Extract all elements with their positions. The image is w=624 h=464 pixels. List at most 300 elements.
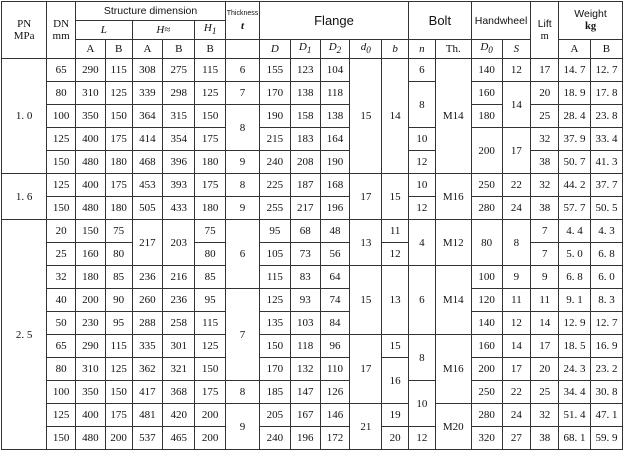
t-label: t [240,19,245,32]
cell-lift: 25 [531,105,559,128]
cell-S: 9 [502,266,531,289]
header-D: D [259,40,290,59]
header-weight [559,2,623,40]
cell-t: 8 [226,174,260,197]
cell-D2: 126 [320,381,350,404]
cell-D0: 100 [471,266,502,289]
pn-unit: MPa [13,30,35,42]
cell-hb: 393 [163,174,195,197]
cell-wb: 4. 3 [590,220,622,243]
cell-la: 480 [76,151,106,174]
cell-S: 22 [502,381,531,404]
cell-D: 240 [259,151,290,174]
cell-wb: 33. 4 [590,128,622,151]
cell-b: 12 [382,243,409,266]
header-h1 [195,21,226,40]
cell-n: 4 [409,220,436,266]
header-ha: A [132,40,163,59]
header-bolt: Bolt [409,2,472,40]
cell-lift: 38 [531,151,559,174]
cell-n: 6 [409,59,436,82]
header-n: n [409,40,436,59]
cell-D1: 83 [290,266,320,289]
cell-b: 13 [382,266,409,335]
cell-lift: 20 [531,82,559,105]
cell-wa: 18. 9 [559,82,591,105]
cell-D1: 138 [290,82,320,105]
cell-D: 105 [259,243,290,266]
cell-b: 20 [382,427,409,450]
cell-lift: 7 [531,243,559,266]
table-row [2,404,623,427]
table-row [2,381,623,404]
cell-h1: 150 [195,358,226,381]
cell-dn: 65 [47,335,76,358]
cell-D: 95 [259,220,290,243]
cell-wa: 4. 4 [559,220,591,243]
cell-dn: 65 [47,59,76,82]
cell-S: 22 [502,174,531,197]
cell-th: M14 [435,266,471,335]
cell-la: 160 [76,243,106,266]
cell-th: M12 [435,220,471,266]
cell-D: 205 [259,404,290,427]
header-lift [531,2,559,59]
cell-S: 12 [502,312,531,335]
cell-hb: 354 [163,128,195,151]
cell-D1: 217 [290,197,320,220]
cell-dn: 80 [47,358,76,381]
cell-S: 8 [502,220,531,266]
cell-la: 350 [76,381,106,404]
cell-h1: 200 [195,404,226,427]
table-row [2,82,623,105]
cell-D1: 196 [290,427,320,450]
cell-n: 10 [409,174,436,197]
cell-h1: 115 [195,59,226,82]
cell-S: 17 [502,358,531,381]
cell-ha: 364 [132,105,163,128]
cell-hb: 396 [163,151,195,174]
cell-la: 150 [76,220,106,243]
cell-D2: 190 [320,151,350,174]
cell-S: 24 [502,404,531,427]
cell-t: 9 [226,197,260,220]
header-th: Th. [435,40,471,59]
table-row [2,59,623,82]
cell-h1: 115 [195,312,226,335]
h1-label: H [203,22,212,35]
cell-lb: 95 [105,312,132,335]
cell-ha: 260 [132,289,163,312]
cell-ha: 414 [132,128,163,151]
cell-D: 150 [259,335,290,358]
cell-b: 11 [382,220,409,243]
d0-label: d [360,41,367,54]
cell-D2: 74 [320,289,350,312]
cell-lift: 9 [531,266,559,289]
cell-D1: 147 [290,381,320,404]
cell-wa: 50. 7 [559,151,591,174]
cell-la: 290 [76,59,106,82]
header-wb: B [590,40,622,59]
header-flange: Flange [259,2,408,40]
header-pn [2,2,47,59]
table-row [2,312,623,335]
cell-la: 400 [76,404,106,427]
cell-D: 225 [259,174,290,197]
cell-S: 14 [502,82,531,128]
cell-D1: 118 [290,335,320,358]
cell-lift: 32 [531,128,559,151]
cell-la: 290 [76,335,106,358]
cell-h1: 175 [195,128,226,151]
cell-ha: 339 [132,82,163,105]
cell-d0: 15 [350,59,382,174]
cell-hb: 368 [163,381,195,404]
header-la: A [76,40,106,59]
cell-D2: 138 [320,105,350,128]
cell-h1: 75 [195,220,226,243]
cell-la: 400 [76,128,106,151]
cell-t: 8 [226,105,260,151]
cell-ha: 481 [132,404,163,427]
cell-hb: 298 [163,82,195,105]
cell-hb: 216 [163,266,195,289]
cell-ha: 335 [132,335,163,358]
cell-wa: 57. 7 [559,197,591,220]
D0-label: D [480,41,489,54]
table-row [2,266,623,289]
cell-wb: 12. 7 [590,312,622,335]
cell-b: 15 [382,174,409,220]
cell-t: 7 [226,82,260,105]
cell-dn: 20 [47,220,76,243]
cell-D0: 280 [471,197,502,220]
cell-h1: 125 [195,82,226,105]
cell-D0: 120 [471,289,502,312]
weight-label: Weight [574,8,607,20]
cell-wa: 44. 2 [559,174,591,197]
cell-h1: 150 [195,105,226,128]
cell-dn: 150 [47,197,76,220]
cell-h1: 180 [195,197,226,220]
cell-D0: 250 [471,174,502,197]
D1-label: D [298,41,307,54]
cell-D2: 64 [320,266,350,289]
cell-lift: 11 [531,289,559,312]
cell-hb: 321 [163,358,195,381]
cell-D1: 123 [290,59,320,82]
thickness-label: Thickness [226,9,259,17]
cell-d0: 15 [350,266,382,335]
dn-unit: mm [52,30,70,42]
cell-ha: 417 [132,381,163,404]
cell-h1: 200 [195,427,226,450]
cell-D1: 187 [290,174,320,197]
cell-wb: 59. 9 [590,427,622,450]
header-b: b [382,40,409,59]
cell-ha: 217 [132,220,163,266]
cell-la: 480 [76,427,106,450]
cell-lb: 125 [105,82,132,105]
cell-wa: 5. 0 [559,243,591,266]
cell-h1: 95 [195,289,226,312]
table-row [2,174,623,197]
header-wa: A [559,40,591,59]
cell-wb: 30. 8 [590,381,622,404]
cell-D: 240 [259,427,290,450]
cell-h1: 180 [195,151,226,174]
cell-b: 15 [382,335,409,358]
cell-t: 7 [226,289,260,381]
cell-lb: 90 [105,289,132,312]
cell-D1: 183 [290,128,320,151]
cell-D2: 118 [320,82,350,105]
cell-wb: 12. 7 [590,59,622,82]
cell-wb: 16. 9 [590,335,622,358]
cell-d0: 13 [350,220,382,266]
header-l: L [76,21,133,40]
cell-dn: 40 [47,289,76,312]
cell-D2: 196 [320,197,350,220]
cell-D0: 80 [471,220,502,266]
cell-D2: 110 [320,358,350,381]
cell-n: 8 [409,335,436,381]
cell-n: 12 [409,427,436,450]
cell-S: 27 [502,427,531,450]
header-S: S [502,40,531,59]
cell-D1: 68 [290,220,320,243]
cell-la: 200 [76,289,106,312]
cell-hb: 301 [163,335,195,358]
cell-ha: 288 [132,312,163,335]
cell-hb: 465 [163,427,195,450]
cell-ha: 236 [132,266,163,289]
cell-n: 6 [409,266,436,335]
cell-wb: 47. 1 [590,404,622,427]
cell-D1: 73 [290,243,320,266]
cell-wb: 6. 0 [590,266,622,289]
cell-D0: 320 [471,427,502,450]
cell-lb: 115 [105,59,132,82]
table-row [2,335,623,358]
cell-h1: 175 [195,381,226,404]
header-h: H≈ [132,21,195,40]
cell-dn: 125 [47,404,76,427]
cell-dn: 125 [47,174,76,197]
weight-unit: kg [584,21,597,32]
cell-lb: 200 [105,427,132,450]
cell-lb: 150 [105,381,132,404]
cell-ha: 468 [132,151,163,174]
cell-S: 24 [502,197,531,220]
cell-b: 16 [382,358,409,404]
cell-wa: 37. 9 [559,128,591,151]
cell-D2: 168 [320,174,350,197]
header-t-blank [226,40,260,59]
cell-ha: 537 [132,427,163,450]
table-row [2,128,623,151]
cell-lift: 7 [531,220,559,243]
cell-b: 19 [382,404,409,427]
cell-n: 10 [409,381,436,427]
cell-wa: 12. 9 [559,312,591,335]
cell-t: 8 [226,381,260,404]
cell-n: 12 [409,151,436,174]
cell-D2: 172 [320,427,350,450]
D1-sub: 1 [306,45,312,56]
cell-wb: 41. 3 [590,151,622,174]
table-row [2,220,623,243]
header-h1b: B [195,40,226,59]
cell-la: 310 [76,358,106,381]
pn-label: PN [17,18,32,30]
cell-ha: 505 [132,197,163,220]
cell-wa: 9. 1 [559,289,591,312]
cell-wb: 50. 5 [590,197,622,220]
header-D0 [471,40,502,59]
cell-hb: 258 [163,312,195,335]
cell-dn: 32 [47,266,76,289]
D2-sub: 2 [336,45,342,56]
cell-dn: 100 [47,381,76,404]
cell-la: 350 [76,105,106,128]
cell-D1: 93 [290,289,320,312]
cell-t: 6 [226,220,260,289]
cell-D: 255 [259,197,290,220]
cell-wb: 6. 8 [590,243,622,266]
cell-t: 9 [226,404,260,450]
header-thickness [226,2,260,40]
table-row [2,289,623,312]
cell-wb: 23. 2 [590,358,622,381]
cell-lift: 32 [531,174,559,197]
cell-t: 9 [226,151,260,174]
cell-lift: 17 [531,59,559,82]
cell-D: 215 [259,128,290,151]
header-D1 [290,40,320,59]
cell-D2: 96 [320,335,350,358]
cell-dn: 150 [47,427,76,450]
header-hb: B [163,40,195,59]
cell-pn: 2. 5 [2,220,47,450]
cell-dn: 50 [47,312,76,335]
cell-lb: 175 [105,404,132,427]
cell-D2: 48 [320,220,350,243]
cell-la: 310 [76,82,106,105]
cell-hb: 275 [163,59,195,82]
table-row [2,197,623,220]
cell-lift: 38 [531,197,559,220]
cell-h1: 85 [195,266,226,289]
header-structure: Structure dimension [76,2,226,21]
header-handwheel: Handwheel [471,2,531,40]
cell-D0: 140 [471,59,502,82]
cell-la: 480 [76,197,106,220]
cell-D0: 200 [471,358,502,381]
cell-hb: 236 [163,289,195,312]
cell-d0: 21 [350,404,382,450]
header-D2 [320,40,350,59]
cell-th: M20 [435,404,471,450]
valve-spec-table [1,1,623,450]
cell-lb: 85 [105,266,132,289]
header-lb: B [105,40,132,59]
cell-b: 14 [382,59,409,174]
cell-la: 230 [76,312,106,335]
cell-D1: 103 [290,312,320,335]
cell-S: 12 [502,59,531,82]
table-row [2,427,623,450]
cell-lift: 17 [531,335,559,358]
cell-dn: 150 [47,151,76,174]
cell-D1: 132 [290,358,320,381]
cell-dn: 25 [47,243,76,266]
lift-unit: m [540,30,549,42]
cell-D1: 208 [290,151,320,174]
cell-D0: 180 [471,105,502,128]
header-dn [47,2,76,59]
cell-dn: 80 [47,82,76,105]
cell-lb: 175 [105,174,132,197]
cell-wa: 6. 8 [559,266,591,289]
cell-D1: 158 [290,105,320,128]
cell-wa: 28. 4 [559,105,591,128]
cell-wa: 14. 7 [559,59,591,82]
cell-hb: 433 [163,197,195,220]
cell-D2: 146 [320,404,350,427]
cell-D0: 140 [471,312,502,335]
cell-pn: 1. 6 [2,174,47,220]
cell-wa: 18. 5 [559,335,591,358]
D0-sub: 0 [488,45,493,56]
cell-D0: 160 [471,82,502,105]
cell-lb: 180 [105,197,132,220]
cell-ha: 453 [132,174,163,197]
cell-S: 14 [502,335,531,358]
cell-D: 185 [259,381,290,404]
cell-S: 17 [502,128,531,174]
cell-n: 12 [409,197,436,220]
cell-D0: 250 [471,381,502,404]
cell-th: M14 [435,59,471,174]
cell-D0: 200 [471,128,502,174]
header-d0 [350,40,382,59]
cell-dn: 100 [47,105,76,128]
cell-lift: 32 [531,404,559,427]
cell-lb: 175 [105,128,132,151]
lift-label: Lift [537,17,552,30]
cell-D2: 104 [320,59,350,82]
cell-lift: 20 [531,358,559,381]
cell-n: 10 [409,128,436,151]
cell-ha: 362 [132,358,163,381]
cell-wb: 8. 3 [590,289,622,312]
cell-n: 8 [409,82,436,128]
cell-wa: 24. 3 [559,358,591,381]
cell-la: 400 [76,174,106,197]
cell-lift: 14 [531,312,559,335]
cell-lb: 180 [105,151,132,174]
cell-lb: 75 [105,220,132,243]
cell-lb: 125 [105,358,132,381]
cell-pn: 1. 0 [2,59,47,174]
cell-th: M16 [435,335,471,404]
cell-lift: 38 [531,427,559,450]
cell-D2: 56 [320,243,350,266]
cell-lift: 25 [531,381,559,404]
